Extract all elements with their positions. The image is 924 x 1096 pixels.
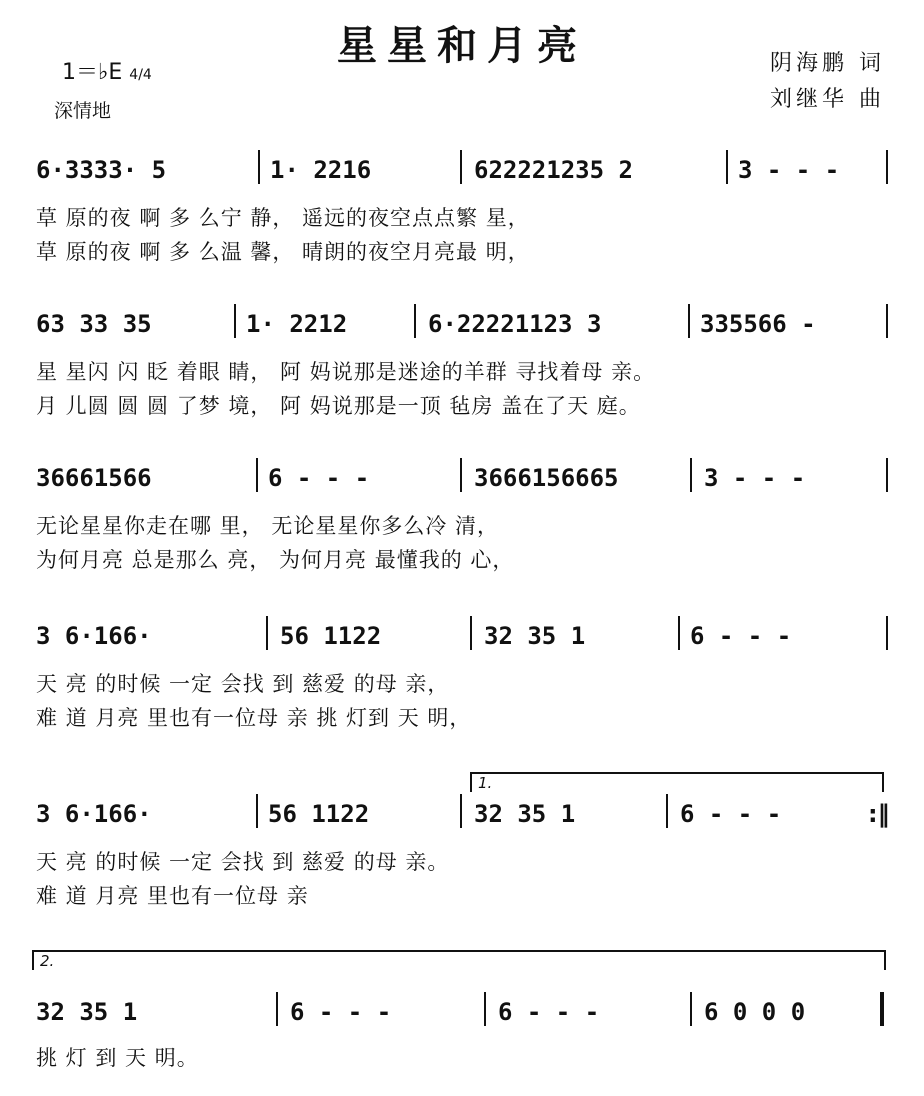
measure: 6 0 0 0 [704, 998, 806, 1026]
measure: 36661566 [36, 464, 152, 492]
measure: 56 1122 [268, 800, 370, 828]
barline [678, 616, 680, 650]
key-signature [62, 55, 152, 86]
measure: 6·22221123 3 [428, 310, 602, 338]
measure: 63 33 35 [36, 310, 152, 338]
lyric-line: 月 儿圆 圆 圆 了梦 境， 阿 妈说那是一顶 毡房 盖在了天 庭。 [36, 394, 641, 418]
barline [460, 458, 462, 492]
measure: 32 35 1 [36, 998, 138, 1026]
barline [726, 150, 728, 184]
barline [484, 992, 486, 1026]
lyric-line: 天 亮 的时候 一定 会找 到 慈爱 的母 亲。 [36, 850, 450, 874]
lyric-line: 为何月亮 总是那么 亮， 为何月亮 最懂我的 心， [36, 548, 515, 572]
barline [460, 794, 462, 828]
repeat-sign: :‖ [868, 800, 890, 828]
lyric-line: 草 原的夜 啊 多 么温 馨， 晴朗的夜空月亮最 明， [36, 240, 530, 264]
song-title: 星星和月亮 [337, 23, 587, 69]
measure: 6 - - - [268, 464, 370, 492]
barline [690, 458, 692, 492]
volta-label: 1. [478, 774, 493, 792]
barline [666, 794, 668, 828]
key-label: 1＝♭E [62, 60, 130, 85]
barline [234, 304, 236, 338]
barline [690, 992, 692, 1026]
barline [460, 150, 462, 184]
measure: 56 1122 [280, 622, 382, 650]
measure: 3 - - - [738, 156, 840, 184]
lyric-line: 挑 灯 到 天 明。 [36, 1046, 199, 1070]
tempo-marking: 深情地 [54, 100, 112, 122]
lyric-line: 天 亮 的时候 一定 会找 到 慈爱 的母 亲， [36, 672, 450, 696]
measure: 3 6·166· [36, 800, 152, 828]
measure: 6 - - - [680, 800, 782, 828]
first-ending-bracket [470, 772, 884, 792]
barline [258, 150, 260, 184]
barline [886, 616, 888, 650]
lyric-line: 无论星星你走在哪 里， 无论星星你多么冷 清， [36, 514, 500, 538]
score-system-6 [0, 992, 924, 1082]
score-system-1 [0, 150, 924, 270]
measure: 6·3333· 5 [36, 156, 167, 184]
measure: 622221235 2 [474, 156, 633, 184]
measure: 335566 - [700, 310, 816, 338]
time-signature: 4/4 [129, 67, 152, 83]
lyricist-credit: 阴海鹏 词 [770, 51, 885, 76]
measure: 1· 2212 [246, 310, 348, 338]
final-barline [880, 992, 884, 1026]
measure: 32 35 1 [484, 622, 586, 650]
barline [256, 794, 258, 828]
second-ending-bracket [32, 950, 886, 970]
volta-label: 2. [40, 952, 55, 970]
barline [688, 304, 690, 338]
barline [886, 304, 888, 338]
barline [276, 992, 278, 1026]
lyric-line: 星 星闪 闪 眨 着眼 睛， 阿 妈说那是迷途的羊群 寻找着母 亲。 [36, 360, 656, 384]
lyric-line: 草 原的夜 啊 多 么宁 静， 遥远的夜空点点繁 星， [36, 206, 530, 230]
composer-credit: 刘继华 曲 [770, 87, 885, 112]
score-system-2 [0, 304, 924, 424]
barline [266, 616, 268, 650]
measure: 32 35 1 [474, 800, 576, 828]
barline [886, 458, 888, 492]
score-system-3 [0, 458, 924, 578]
score-system-4 [0, 616, 924, 736]
measure: 3666156665 [474, 464, 619, 492]
lyric-line: 难 道 月亮 里也有一位母 亲 [36, 884, 309, 908]
score-system-5 [0, 794, 924, 914]
measure: 3 6·166· [36, 622, 152, 650]
measure: 1· 2216 [270, 156, 372, 184]
barline [256, 458, 258, 492]
measure: 6 - - - [498, 998, 600, 1026]
barline [414, 304, 416, 338]
barline [470, 616, 472, 650]
measure: 6 - - - [690, 622, 792, 650]
measure: 6 - - - [290, 998, 392, 1026]
lyric-line: 难 道 月亮 里也有一位母 亲 挑 灯到 天 明， [36, 706, 472, 730]
barline [886, 150, 888, 184]
measure: 3 - - - [704, 464, 806, 492]
